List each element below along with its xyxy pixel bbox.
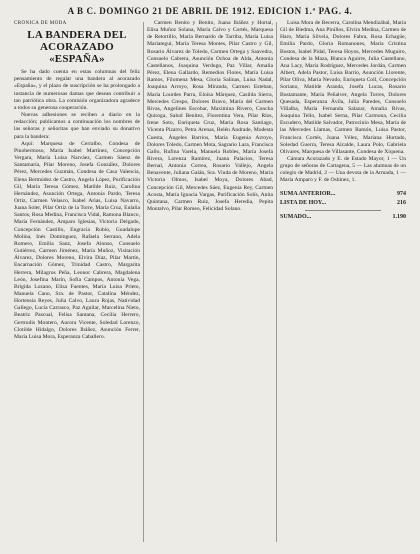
- today-list-label: LISTA DE HOY...: [280, 199, 327, 206]
- grand-total-row: [280, 213, 406, 222]
- donor-list-3-tail: Cámara Acorazado y E. de Estado Mayor, 1 — Un grupo de señoras de Cartagena, 5 — Las alumnas de un colegio de Madrid, 2 — Una devota de la Armada, 1 — María Amparo y F. de Osbinez, 1.: [280, 155, 406, 184]
- donor-list-1: Aquí: Marquesa de Cerralbo, Condesa de Pinohermoso, María Isabel Martínez, Concepción Vergara, María Luisa Narváez, Carmen Sáenz de Santamaría, Pilar Moreno, Josefa González, Dolores Pérez, Mercedes Guzmán, Condesa de Casa Valencia, Elena Bermúdez de Castro, Angela López, Purificación Gil, María Teresa Gómez, Matilde Ruiz, Carolina Hernández, Asunción Ortega, Antonia Pardo, Teresa Ortiz, Carmen Velasco, Isabel Arias, Luisa Navarro, Juana Soler, Pilar Ortiz de la Torre, María Cruz, Eulalia Santos, Rosa Medina, Francisca Vidal, Ramona Blanco, María Fernández, Amparo Iglesias, Victoria Delgado, Concepción Castillo, Engracia Rubio, Guadalupe Molina, Inés Domínguez, Rafaela Serrano, Adela Romero, Emilia Sanz, Josefa Alonso, Consuelo Gutiérrez, Carmen Jiménez, María Muñoz, Visitación Álvarez, Dolores Moreno, Elvira Díaz, Pilar Martín, Encarnación Gómez, Trinidad Castro, Margarita Herrera, Milagros Peña, Leonor Cabrera, Magdalena León, Josefina Marín, Sofía Campos, Antonia Vega, Brígida Lozano, Elisa Fuentes, María Luisa Prieto, Manuela Cano, Sra. de Pastor, Catalina Méndez, Hortensia Reyes, Julia Calvo, Laura Rojas, Natividad Gallego, Lucía Carrasco, Paz Aguilar, Marcelina Nieto, Beatriz Pascual, Felisa Santana, Cecilia Herrero, Gertrudis Montero, Aurora Vicente, Soledad Lorenzo, Clotilde Hidalgo, Dolores Ibáñez, Asunción Ferrer, María Luisa Mora, Esperanza Caballero.: [14, 140, 140, 340]
- today-list-row: [280, 199, 406, 208]
- donor-list-3: Luisa Mora de Becerra, Carolina Mendizábal, María Gil de Biedma, Ana Pinillos, Elvira Medina, Carmen de Haro, María Silvela, Dolores Fabra, Rosa Echagüe, Emilia Pardo, Gloria Romanones, María Cristina Bustos, Isabel Pidal, Teresa Hoyos, Mercedes Muguiro, Condesa de la Maza, Blanca Aguirre, Julia Castellano, Ana Lacy, María Rodríguez, Mercedes Jordán, Carmen Albert, Adela Pastor, Luisa Barrio, Asunción Llorente, Pilar Oliva, María Nevado, Enriqueta Coll, Concepción Soriano, Matilde Aranda, Josefa Lucas, Rosario Bustamante, María Peñalver, Angela Torres, Dolores Quesada, Esperanza Ávila, Julia Paredes, Consuelo Villalba, María Fernanda Salazar, Amalia Rivas, Joaquina Tello, Isabel Serna, Pilar Carmona, Cecilia Escudero, Matilde Salvador, Patrocinio Mesa, María de las Mercedes Llamas, Carmen Ramón, Luisa Pastor, Francisca Cortés, Juana Vélez, Mariana Hurtado, Soledad Guerra, Teresa Alcalde, Laura Polo, Gabriela Olivares, Marquesa de Villasante, Condesa de Xiquena.: [280, 20, 406, 155]
- article-kicker: CRÓNICA DE MODA: [14, 21, 67, 26]
- article-lead: Nuevas adhesiones se reciben a diario en la redacción; publicamos a continuación los nombres de las señoras y señoritas que han enviado su donativo para la bandera:: [14, 112, 140, 140]
- previous-sum-row: [280, 190, 406, 199]
- totals-block: [280, 190, 406, 222]
- previous-sum-value: 974: [397, 190, 406, 197]
- article-intro: Se ha dado cuenta en estas columnas del feliz pensamiento de regalar una bandera al acorazado «España», y el plazo de suscripción se ha prolongado a instancia de numerosas damas que desean contribuir a tan patriótica obra. La comisión organizadora agradece a todos su generosa cooperación.: [14, 69, 140, 111]
- article-headline: LA BANDERA DEL ACORAZADO «ESPAÑA»: [27, 29, 127, 66]
- previous-sum-label: SUMA ANTERIOR...: [280, 190, 336, 197]
- column-rule: [143, 22, 144, 542]
- column-rule: [276, 22, 277, 542]
- donor-list-2: Carmen Benito y Benito, Juana Ibáñez y Hortal, Elisa Muñoz Solana, María Calvo y Cortés, Marquesa de Retortillo, María Bernardo de Tarriba, María Luisa Mariategui, María Teresa Montes, Pilar Castro y Gil, Rosario Álvarez de Toledo, Carmen Ortega y Saavedra, Consuelo Cabrera, Asunción Ochoa de Alda, Antonia Castellanos, Joaquina Verdugo, Paz Villar, Amalia Pérez, Elena Gallardo, Remedios Flores, María Luisa Ramos, Filomena Mesa, Gloria Salinas, Luisa Nadal, Joaquina Arroyo, Rosa Miranda, Carmen Esteban, María Lourdes Parra, Eloísa Márquez, Casilda Sierra, Mercedes Crespo, Dolores Bravo, María del Carmen Rivas, Angelines Escobar, Maximina Rivero, Concha Quiroga, Salud Benítez, Florentina Vera, Pilar Ríos, Irene Soto, Enriqueta Cruz, María Rosa Santiago, Vicenta Pizarro, Petra Arenas, Belén Andrade, Modesta Cuesta, Ángeles Barrios, María Eugenia Arroyo, Dolores Toledo, Carmen Mota, Sagrario Lara, Francisca Gallo, Rufina Varela, Manuela Robles, María Josefa Rivera, Lorenza Ramírez, Juana Palacios, Teresa Bernal, Antonia Correa, Rosario Vallejo, Angela Benavente, Juliana Galán, Sra. Viuda de Moreno, María Victoria Olmos, Isabel Moya, Dolores Abad, Concepción Gil, Mercedes Sáez, Eugenia Rey, Carmen Acosta, María Ignacia Vargas, Purificación Solís, Anita Quintana, Carmen Ruiz, Josefa Heredia, Pepita Montalvo, Pilar Romeo, Felicidad Solano.: [147, 20, 273, 213]
- column-2: [147, 20, 273, 546]
- column-1: [14, 20, 140, 546]
- today-list-value: 216: [397, 199, 406, 206]
- totals-divider: [305, 210, 381, 211]
- grand-total-label: SUMADO...: [280, 213, 312, 220]
- column-3: [280, 20, 406, 546]
- grand-total-value: 1.190: [392, 213, 406, 220]
- page-header: A B C. DOMINGO 21 DE ABRIL DE 1912. EDICION 1.ª PAG. 4.: [67, 6, 353, 16]
